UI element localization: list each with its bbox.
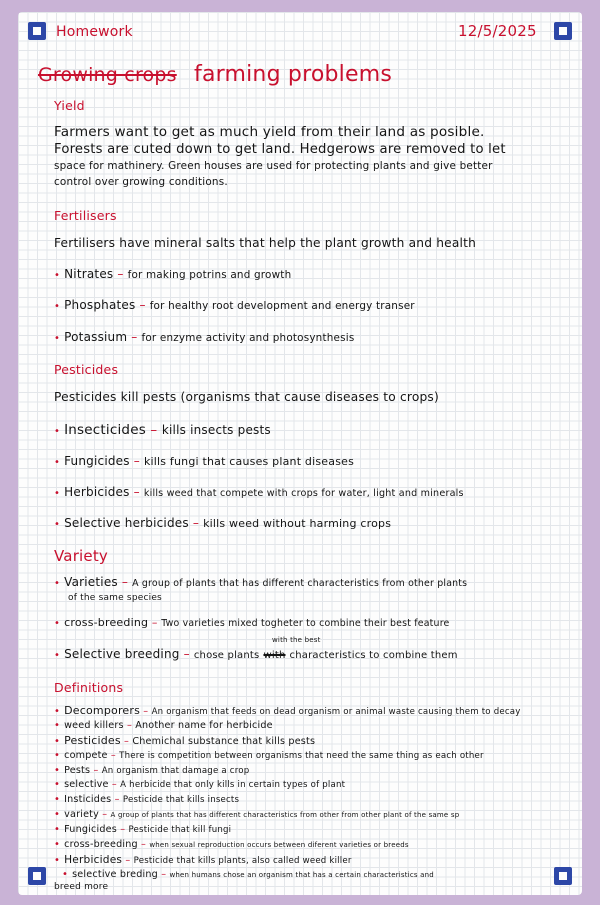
crossed-title: Growing crops [38,64,177,86]
corner-marker-bottom-left [28,867,46,885]
corner-marker-top-right [554,22,572,40]
yield-heading: Yield [54,98,85,113]
list-item: • selective breding – when humans chose an organism that has a certain characteristics and [62,869,434,880]
list-item: • compete – There is competition between organisms that need the same thing as each other [54,750,484,761]
notebook-page [18,12,582,895]
yield-line-1: Farmers want to get as much yield from their land as posible. [54,124,485,140]
pesticides-intro: Pesticides kill pests (organisms that cause diseases to crops) [54,390,439,404]
page-title: farming problems [194,62,393,87]
homework-label: Homework [56,24,133,40]
list-item: • Herbicides – kills weed that compete with crops for water, light and minerals [54,485,464,499]
yield-line-3: space for mathinery. Green houses are used for protecting plants and give better [54,160,493,172]
list-item: • Pesticides – Chemichal substance that kills pests [54,734,316,747]
list-item: • Varieties – A group of plants that has different characteristics from other plants [54,575,468,589]
variety-line-cont: of the same species [68,593,162,603]
list-item: • Insticides – Pesticide that kills insects [54,794,240,805]
list-item: • selective – A herbicide that only kills in certain types of plant [54,779,346,790]
list-item: • Pests – An organism that damage a crop [54,765,250,776]
list-item: • variety – A group of plants that has different characteristics from other from other plant of the same sp [54,809,460,820]
page-date: 12/5/2025 [458,22,537,40]
corner-marker-top-left [28,22,46,40]
inserted-note: with the best [272,636,321,644]
list-item: • Fungicides – kills fungi that causes plant diseases [54,454,355,468]
definitions-heading: Definitions [54,680,124,695]
list-item: • Selective breeding – chose plants with characteristics to combine them [54,647,458,661]
variety-heading: Variety [54,547,109,565]
list-item: • cross-breeding – Two varieties mixed togheter to combine their best feature [54,616,450,629]
list-item: • weed killers – Another name for herbicide [54,720,273,731]
yield-line-4: control over growing conditions. [54,176,228,188]
definition-cont: breed more [54,882,109,892]
list-item: • Selective herbicides – kills weed without harming crops [54,516,392,530]
list-item: • Fungicides – Pesticide that kill fungi [54,824,232,835]
fertilisers-intro: Fertilisers have mineral salts that help the plant growth and health [54,236,477,250]
fertilisers-heading: Fertilisers [54,208,117,223]
list-item: • Decomporers – An organism that feeds on dead organism or animal waste causing them to decay [54,704,521,717]
list-item: • Nitrates – for making potrins and growth [54,267,292,281]
list-item: • Herbicides – Pesticide that kills plants, also called weed killer [54,854,352,866]
corner-marker-bottom-right [554,867,572,885]
list-item: • cross-breeding – when sexual reproduction occurs between diferent varieties or breeds [54,839,409,850]
yield-line-2: Forests are cuted down to get land. Hedgerows are removed to let [54,142,506,157]
pesticides-heading: Pesticides [54,362,119,377]
list-item: • Potassium – for enzyme activity and photosynthesis [54,330,355,344]
list-item: • Insecticides – kills insects pests [54,422,271,438]
list-item: • Phosphates – for healthy root development and energy transer [54,298,415,312]
